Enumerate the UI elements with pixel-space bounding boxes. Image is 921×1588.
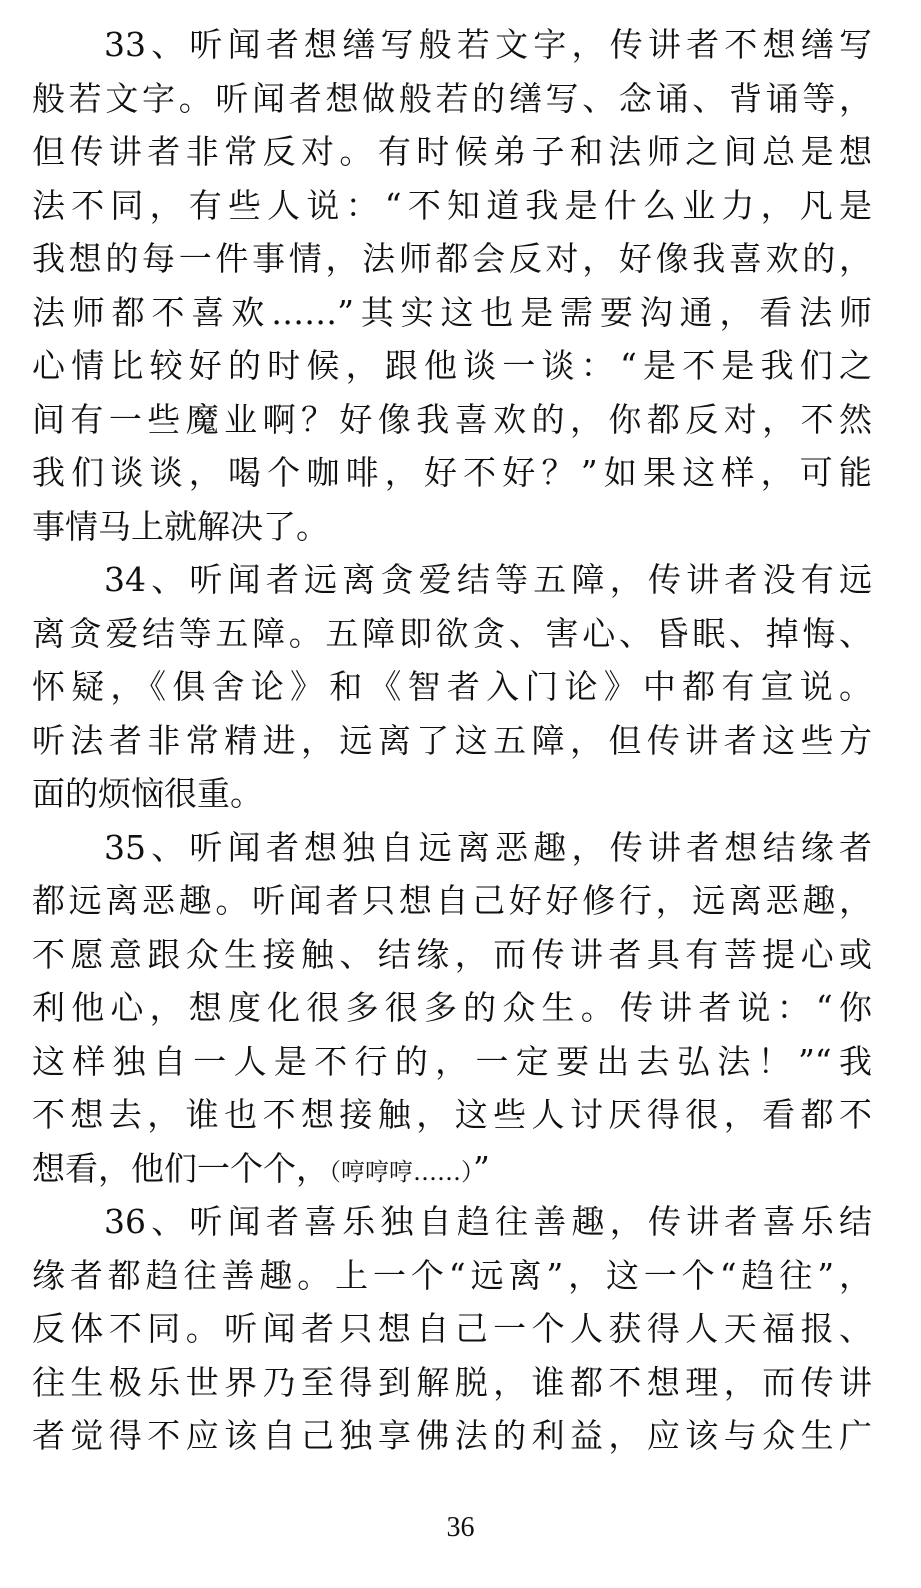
text-line: 听法者非常精进，远离了这五障，但传讲者这些方 <box>32 720 872 760</box>
text-line: 事情马上就解决了。 <box>32 506 329 546</box>
text-line: 我们谈谈，喝个咖啡，好不好？”如果这样，可能 <box>32 453 872 492</box>
text-line: 都远离恶趣。听闻者只想自己好好修行，远离恶趣， <box>32 881 872 920</box>
text-line: 35、听闻者想独自远离恶趣，传讲者想结缘者 <box>104 827 872 867</box>
text-line: 法不同，有些人说：“不知道我是什么业力，凡是 <box>32 185 872 225</box>
text-line: 般若文字。听闻者想做般若的缮写、念诵、背诵等， <box>32 78 872 118</box>
text-line <box>32 1142 872 1196</box>
paragraph-36 <box>32 1195 872 1463</box>
text-line: 心情比较好的时候，跟他谈一谈：“是不是我们之 <box>32 346 872 385</box>
text-line: 法师都不喜欢……”其实这也是需要沟通，看法师 <box>32 292 872 332</box>
text-line: 怀疑，《俱舍论》和《智者入门论》中都有宣说。 <box>32 667 872 706</box>
paragraph-35 <box>32 821 872 1196</box>
text-line: 者觉得不应该自己独享佛法的利益，应该与众生广 <box>32 1416 872 1455</box>
text-line: 面的烦恼很重。 <box>32 774 263 813</box>
parenthetical-note: （哼哼哼……） <box>329 1157 473 1186</box>
text-line: 缘者都趋往善趣。上一个“远离”，这一个“趋往”， <box>32 1255 872 1295</box>
text-line: 33、听闻者想缮写般若文字，传讲者不想缮写 <box>104 25 872 64</box>
text-line: 利他心，想度化很多很多的众生。传讲者说：“你 <box>32 988 872 1027</box>
text-line: 我想的每一件事情，法师都会反对，好像我喜欢的， <box>32 239 872 278</box>
text-line: 间有一些魔业啊？好像我喜欢的，你都反对，不然 <box>32 399 872 439</box>
text-line: 36、听闻者喜乐独自趋往善趣，传讲者喜乐结 <box>104 1202 872 1241</box>
text-line: 反体不同。听闻者只想自己一个人获得人天福报、 <box>32 1309 872 1348</box>
paragraph-33 <box>32 18 872 553</box>
text-line: 不想去，谁也不想接触，这些人讨厌得很，看都不 <box>32 1095 872 1134</box>
text-line: 离贪爱结等五障。五障即欲贪、害心、昏眠、掉悔、 <box>32 613 872 653</box>
page-number: 36 <box>446 1512 475 1543</box>
paragraph-34 <box>32 553 872 821</box>
text-line: 34、听闻者远离贪爱结等五障，传讲者没有远 <box>104 560 872 599</box>
text-line: 但传讲者非常反对。有时候弟子和法师之间总是想 <box>32 132 872 171</box>
document-body <box>32 18 872 1463</box>
text-line: 不愿意跟众生接触、结缘，而传讲者具有菩提心或 <box>32 934 872 974</box>
text-line: 往生极乐世界乃至得到解脱，谁都不想理，而传讲 <box>32 1362 872 1402</box>
text-line: 这样独自一人是不行的，一定要出去弘法！”“我 <box>32 1041 872 1081</box>
line-text-main: 想看，他们一个个， <box>32 1148 329 1188</box>
closing-quote: ” <box>473 1148 490 1188</box>
